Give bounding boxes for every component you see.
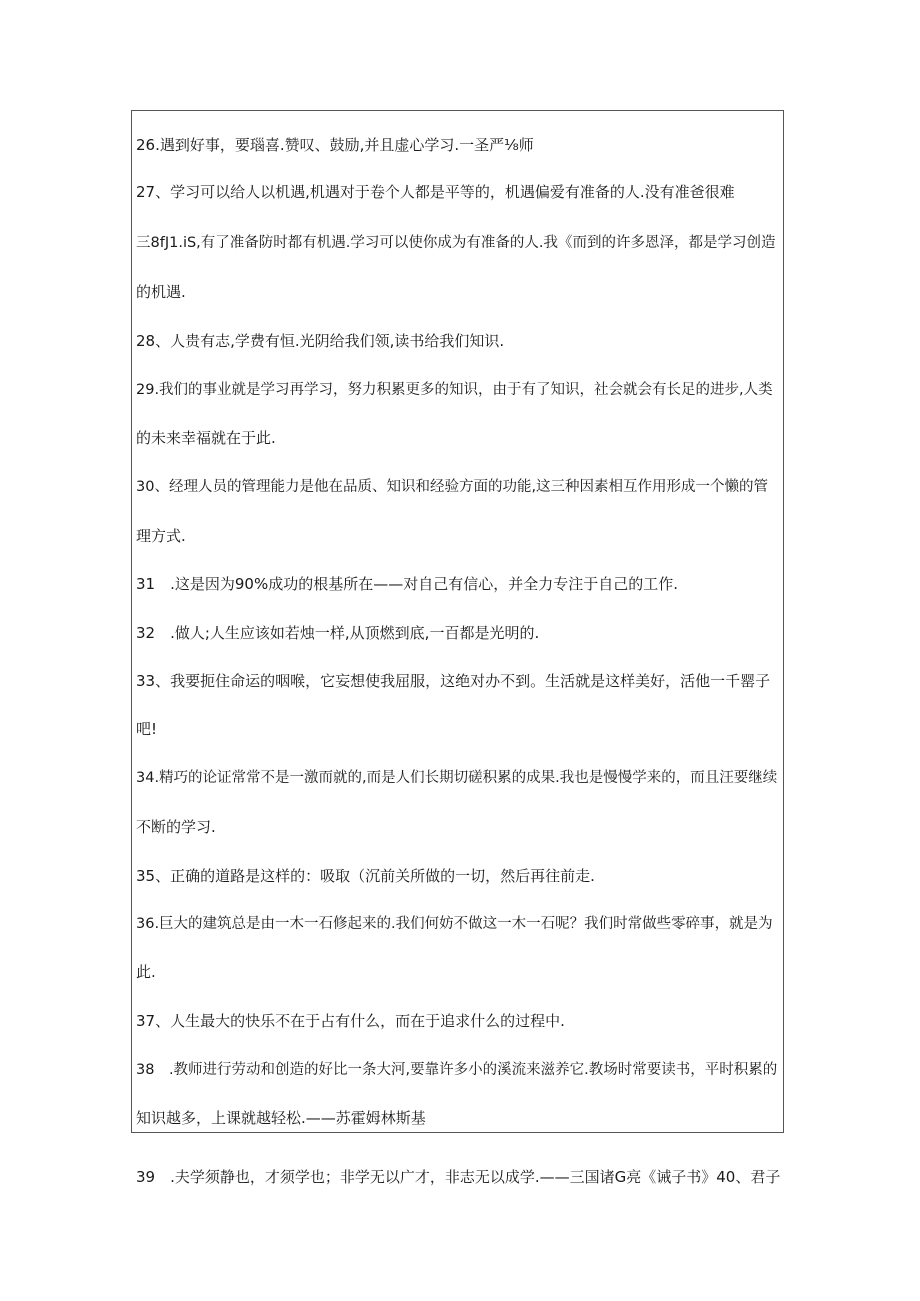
text-line: 知识越多，上课就越轻松.——苏霍姆林斯基: [136, 1109, 426, 1127]
text-line-outside: 39 .夫学须静也，才须学也；非学无以广才，非志无以成学.——三国诸G亮《诫子书》40、君子: [136, 1168, 781, 1186]
text-line: 30、经理人员的管理能力是他在品质、知识和经验方面的功能,这三种因素相互作用形成一个懒的管: [136, 479, 769, 495]
text-line: 36.巨大的建筑总是由一木一石修起来的.我们何妨不做这一木一石呢？我们时常做些零碎事，就是为: [136, 916, 773, 932]
text-line: 28、人贵有志,学费有恒.光阴给我们领,读书给我们知识.: [136, 332, 505, 350]
text-line: 32 .做人;人生应该如若烛一样,从顶燃到底,一百都是光明的.: [136, 624, 540, 642]
text-line: 34.精巧的论证常常不是一激而就的,而是人们长期切磋积累的成果.我也是慢慢学来的，而且汪要继续: [136, 770, 778, 786]
text-line: 37、人生最大的快乐不在于占有什么，而在于追求什么的过程中.: [136, 1012, 565, 1030]
text-line: 35、正确的道路是这样的：吸取（沉前关所做的一切，然后再往前走.: [136, 867, 595, 885]
text-line: 的机遇.: [136, 283, 186, 301]
text-line: 此.: [136, 963, 156, 981]
text-line: 38 .教师进行劳动和创造的好比一条大河,要靠许多小的溪流来滋养它.教场时常要读书，平时积累的: [136, 1062, 778, 1078]
text-line: 31 .这是因为90%成功的根基所在——对自己有信心，并全力专注于自己的工作.: [136, 575, 678, 593]
text-line: 26.遇到好事，要瑙喜.赞叹、鼓励,并且虚心学习.一圣严⅛师: [136, 136, 534, 154]
quote-box: [131, 110, 784, 1133]
text-line: 理方式.: [136, 527, 186, 545]
text-line: 不断的学习.: [136, 818, 216, 836]
text-line: 的未来幸福就在于此.: [136, 429, 276, 447]
text-line: 29.我们的事业就是学习再学习，努力积累更多的知识，由于有了知识，社会就会有长足的进步,人类: [136, 382, 773, 398]
text-line: 三8fJ1.iS,有了准备防时都有机遇.学习可以使你成为有准备的人.我《而到的许多恩泽，都是学习创造: [136, 235, 776, 251]
text-line: 33、我要扼住命运的咽喉，它妄想使我屈服，这绝对办不到。生活就是这样美好，活他一千罂子: [136, 672, 771, 690]
text-line: 27、学习可以给人以机遇,机遇对于卷个人都是平等的，机遇偏爱有准备的人.没有准爸很难: [136, 183, 735, 201]
text-line: 吧!: [136, 720, 158, 738]
